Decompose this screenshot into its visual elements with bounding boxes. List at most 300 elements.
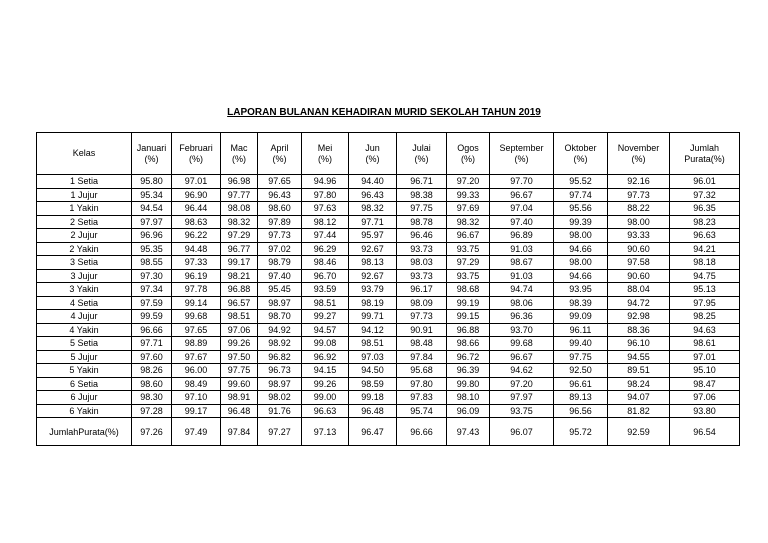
percent-cell: 98.24 — [608, 377, 670, 391]
class-name-cell: 2 Setia — [37, 215, 132, 229]
percent-cell: 96.70 — [302, 269, 349, 283]
percent-cell: 97.73 — [608, 188, 670, 202]
class-name-cell: 4 Yakin — [37, 323, 132, 337]
percent-cell: 97.58 — [608, 256, 670, 270]
percent-cell: 99.15 — [447, 310, 490, 324]
percent-cell: 98.47 — [670, 377, 740, 391]
percent-cell: 92.98 — [608, 310, 670, 324]
total-value-cell: 97.49 — [172, 418, 221, 446]
percent-cell: 98.30 — [132, 391, 172, 405]
table-row — [37, 323, 740, 337]
percent-cell: 96.92 — [302, 350, 349, 364]
total-value-cell: 97.84 — [221, 418, 258, 446]
percent-cell: 98.55 — [132, 256, 172, 270]
percent-cell: 93.75 — [447, 242, 490, 256]
column-header-text: Ogos — [457, 142, 479, 153]
column-header-text: (%) — [272, 153, 287, 164]
percent-cell: 98.09 — [397, 296, 447, 310]
percent-cell: 96.77 — [221, 242, 258, 256]
table-row — [37, 296, 740, 310]
percent-cell: 97.30 — [132, 269, 172, 283]
total-value-cell: 96.07 — [490, 418, 554, 446]
percent-cell: 97.75 — [221, 364, 258, 378]
percent-cell: 93.95 — [554, 283, 608, 297]
percent-cell: 98.68 — [447, 283, 490, 297]
percent-cell: 95.74 — [397, 404, 447, 418]
percent-cell: 98.39 — [554, 296, 608, 310]
percent-cell: 97.06 — [221, 323, 258, 337]
report-title — [0, 107, 768, 118]
percent-cell: 96.39 — [447, 364, 490, 378]
column-header-text: (%) — [318, 153, 332, 164]
percent-cell: 98.21 — [221, 269, 258, 283]
percent-cell: 95.35 — [132, 242, 172, 256]
table-row — [37, 283, 740, 297]
percent-cell: 98.89 — [172, 337, 221, 351]
column-header-text: (%) — [232, 153, 246, 164]
column-header — [608, 133, 670, 175]
percent-cell: 98.97 — [258, 296, 302, 310]
percent-cell: 97.75 — [397, 202, 447, 216]
column-header-text: (%) — [461, 153, 475, 164]
percent-cell: 96.72 — [447, 350, 490, 364]
class-name-cell: 3 Yakin — [37, 283, 132, 297]
class-name-cell: 6 Setia — [37, 377, 132, 391]
percent-cell: 97.73 — [397, 310, 447, 324]
total-label-cell: JumlahPurata(%) — [37, 418, 132, 446]
percent-cell: 95.56 — [554, 202, 608, 216]
total-row — [37, 418, 740, 446]
percent-cell: 88.22 — [608, 202, 670, 216]
percent-cell: 98.00 — [608, 215, 670, 229]
percent-cell: 96.57 — [221, 296, 258, 310]
percent-cell: 94.57 — [302, 323, 349, 337]
percent-cell: 96.89 — [490, 229, 554, 243]
column-header-text: Mac — [230, 142, 248, 153]
percent-cell: 96.46 — [397, 229, 447, 243]
column-header — [37, 133, 132, 175]
percent-cell: 93.75 — [490, 404, 554, 418]
percent-cell: 89.13 — [554, 391, 608, 405]
report-title-text: LAPORAN BULANAN KEHADIRAN MURID SEKOLAH TAHUN 2019 — [227, 107, 541, 118]
percent-cell: 90.60 — [608, 269, 670, 283]
percent-cell: 97.29 — [447, 256, 490, 270]
percent-cell: 97.04 — [490, 202, 554, 216]
table-row — [37, 364, 740, 378]
percent-cell: 97.63 — [302, 202, 349, 216]
percent-cell: 99.80 — [447, 377, 490, 391]
percent-cell: 94.07 — [608, 391, 670, 405]
column-header — [302, 133, 349, 175]
percent-cell: 81.82 — [608, 404, 670, 418]
percent-cell: 96.66 — [132, 323, 172, 337]
percent-cell: 93.79 — [349, 283, 397, 297]
table-row — [37, 175, 740, 189]
percent-cell: 96.90 — [172, 188, 221, 202]
percent-cell: 99.17 — [221, 256, 258, 270]
class-name-cell: 2 Jujur — [37, 229, 132, 243]
percent-cell: 94.62 — [490, 364, 554, 378]
percent-cell: 94.63 — [670, 323, 740, 337]
percent-cell: 98.32 — [349, 202, 397, 216]
percent-cell: 94.50 — [349, 364, 397, 378]
percent-cell: 97.65 — [172, 323, 221, 337]
column-header — [349, 133, 397, 175]
percent-cell: 96.48 — [349, 404, 397, 418]
column-header-text: Purata(%) — [684, 153, 725, 164]
percent-cell: 98.13 — [349, 256, 397, 270]
percent-cell: 95.52 — [554, 175, 608, 189]
percent-cell: 98.32 — [221, 215, 258, 229]
class-name-cell: 2 Yakin — [37, 242, 132, 256]
percent-cell: 99.40 — [554, 337, 608, 351]
percent-cell: 98.60 — [132, 377, 172, 391]
percent-cell: 94.15 — [302, 364, 349, 378]
percent-cell: 97.74 — [554, 188, 608, 202]
percent-cell: 98.10 — [447, 391, 490, 405]
percent-cell: 89.51 — [608, 364, 670, 378]
percent-cell: 96.67 — [490, 188, 554, 202]
percent-cell: 96.88 — [221, 283, 258, 297]
percent-cell: 98.23 — [670, 215, 740, 229]
column-header-text: Januari — [136, 142, 167, 153]
percent-cell: 97.65 — [258, 175, 302, 189]
percent-cell: 97.71 — [132, 337, 172, 351]
percent-cell: 98.66 — [447, 337, 490, 351]
percent-cell: 94.75 — [670, 269, 740, 283]
percent-cell: 94.40 — [349, 175, 397, 189]
percent-cell: 99.17 — [172, 404, 221, 418]
table-row — [37, 377, 740, 391]
percent-cell: 99.27 — [302, 310, 349, 324]
percent-cell: 97.59 — [132, 296, 172, 310]
percent-cell: 94.12 — [349, 323, 397, 337]
percent-cell: 95.13 — [670, 283, 740, 297]
table-row — [37, 202, 740, 216]
percent-cell: 97.01 — [172, 175, 221, 189]
percent-cell: 96.63 — [670, 229, 740, 243]
column-header-text: Kelas — [72, 148, 96, 158]
percent-cell: 98.51 — [302, 296, 349, 310]
percent-cell: 98.12 — [302, 215, 349, 229]
percent-cell: 96.17 — [397, 283, 447, 297]
class-name-cell: 4 Setia — [37, 296, 132, 310]
percent-cell: 90.91 — [397, 323, 447, 337]
percent-cell: 96.35 — [670, 202, 740, 216]
percent-cell: 93.59 — [302, 283, 349, 297]
percent-cell: 96.09 — [447, 404, 490, 418]
percent-cell: 97.97 — [132, 215, 172, 229]
percent-cell: 96.67 — [490, 350, 554, 364]
percent-cell: 94.66 — [554, 242, 608, 256]
percent-cell: 96.22 — [172, 229, 221, 243]
percent-cell: 97.29 — [221, 229, 258, 243]
percent-cell: 99.71 — [349, 310, 397, 324]
percent-cell: 94.72 — [608, 296, 670, 310]
column-header-text: September — [499, 142, 544, 153]
percent-cell: 91.76 — [258, 404, 302, 418]
percent-cell: 97.67 — [172, 350, 221, 364]
percent-cell: 96.29 — [302, 242, 349, 256]
percent-cell: 97.50 — [221, 350, 258, 364]
column-header-text: Jun — [365, 142, 380, 153]
percent-cell: 98.91 — [221, 391, 258, 405]
percent-cell: 93.75 — [447, 269, 490, 283]
percent-cell: 98.70 — [258, 310, 302, 324]
column-header-text: (%) — [631, 153, 646, 164]
percent-cell: 99.26 — [221, 337, 258, 351]
percent-cell: 92.67 — [349, 242, 397, 256]
percent-cell: 96.71 — [397, 175, 447, 189]
column-header — [490, 133, 554, 175]
percent-cell: 94.55 — [608, 350, 670, 364]
percent-cell: 96.98 — [221, 175, 258, 189]
percent-cell: 99.14 — [172, 296, 221, 310]
class-name-cell: 1 Yakin — [37, 202, 132, 216]
column-header-text: Oktober — [564, 142, 597, 153]
percent-cell: 99.18 — [349, 391, 397, 405]
percent-cell: 98.19 — [349, 296, 397, 310]
column-header-text: April — [270, 142, 289, 153]
class-name-cell: 6 Jujur — [37, 391, 132, 405]
percent-cell: 98.00 — [554, 229, 608, 243]
percent-cell: 97.10 — [172, 391, 221, 405]
total-value-cell: 97.13 — [302, 418, 349, 446]
column-header — [670, 133, 740, 175]
column-header — [132, 133, 172, 175]
table-row — [37, 256, 740, 270]
percent-cell: 99.39 — [554, 215, 608, 229]
column-header — [447, 133, 490, 175]
percent-cell: 99.68 — [172, 310, 221, 324]
percent-cell: 97.69 — [447, 202, 490, 216]
percent-cell: 94.54 — [132, 202, 172, 216]
percent-cell: 96.36 — [490, 310, 554, 324]
percent-cell: 99.00 — [302, 391, 349, 405]
percent-cell: 92.67 — [349, 269, 397, 283]
percent-cell: 97.40 — [258, 269, 302, 283]
percent-cell: 98.00 — [554, 256, 608, 270]
percent-cell: 92.50 — [554, 364, 608, 378]
percent-cell: 97.83 — [397, 391, 447, 405]
table-row — [37, 229, 740, 243]
percent-cell: 94.48 — [172, 242, 221, 256]
percent-cell: 99.26 — [302, 377, 349, 391]
percent-cell: 92.16 — [608, 175, 670, 189]
percent-cell: 98.79 — [258, 256, 302, 270]
percent-cell: 96.01 — [670, 175, 740, 189]
column-header — [258, 133, 302, 175]
table-row — [37, 269, 740, 283]
percent-cell: 90.60 — [608, 242, 670, 256]
percent-cell: 97.75 — [554, 350, 608, 364]
percent-cell: 97.97 — [490, 391, 554, 405]
column-header-text: (%) — [414, 153, 429, 164]
percent-cell: 97.06 — [670, 391, 740, 405]
percent-cell: 98.60 — [258, 202, 302, 216]
percent-cell: 96.00 — [172, 364, 221, 378]
column-header — [397, 133, 447, 175]
percent-cell: 97.28 — [132, 404, 172, 418]
table-row — [37, 215, 740, 229]
total-value-cell: 96.54 — [670, 418, 740, 446]
percent-cell: 97.32 — [670, 188, 740, 202]
table-row — [37, 391, 740, 405]
percent-cell: 98.03 — [397, 256, 447, 270]
percent-cell: 99.33 — [447, 188, 490, 202]
percent-cell: 97.20 — [490, 377, 554, 391]
percent-cell: 97.60 — [132, 350, 172, 364]
column-header-text: Februari — [179, 142, 213, 153]
column-header — [172, 133, 221, 175]
percent-cell: 98.18 — [670, 256, 740, 270]
total-value-cell: 96.47 — [349, 418, 397, 446]
percent-cell: 96.56 — [554, 404, 608, 418]
percent-cell: 98.08 — [221, 202, 258, 216]
percent-cell: 94.92 — [258, 323, 302, 337]
percent-cell: 99.08 — [302, 337, 349, 351]
percent-cell: 98.48 — [397, 337, 447, 351]
percent-cell: 96.82 — [258, 350, 302, 364]
percent-cell: 98.38 — [397, 188, 447, 202]
column-header-text: (%) — [189, 153, 203, 164]
percent-cell: 91.03 — [490, 269, 554, 283]
percent-cell: 97.02 — [258, 242, 302, 256]
column-header-text: November — [617, 142, 660, 153]
percent-cell: 98.46 — [302, 256, 349, 270]
percent-cell: 97.71 — [349, 215, 397, 229]
percent-cell: 96.67 — [447, 229, 490, 243]
percent-cell: 95.68 — [397, 364, 447, 378]
percent-cell: 96.61 — [554, 377, 608, 391]
percent-cell: 97.78 — [172, 283, 221, 297]
table-body — [37, 175, 740, 418]
column-header — [221, 133, 258, 175]
percent-cell: 98.26 — [132, 364, 172, 378]
percent-cell: 96.88 — [447, 323, 490, 337]
class-name-cell: 5 Yakin — [37, 364, 132, 378]
column-header-text: (%) — [514, 153, 529, 164]
percent-cell: 96.96 — [132, 229, 172, 243]
percent-cell: 98.32 — [447, 215, 490, 229]
percent-cell: 93.73 — [397, 269, 447, 283]
class-name-cell: 1 Jujur — [37, 188, 132, 202]
class-name-cell: 1 Setia — [37, 175, 132, 189]
percent-cell: 98.92 — [258, 337, 302, 351]
table-row — [37, 310, 740, 324]
percent-cell: 97.70 — [490, 175, 554, 189]
percent-cell: 97.33 — [172, 256, 221, 270]
percent-cell: 98.51 — [221, 310, 258, 324]
class-name-cell: 6 Yakin — [37, 404, 132, 418]
class-name-cell: 3 Setia — [37, 256, 132, 270]
percent-cell: 96.10 — [608, 337, 670, 351]
percent-cell: 99.09 — [554, 310, 608, 324]
percent-cell: 94.74 — [490, 283, 554, 297]
column-header-text: Mei — [317, 142, 333, 153]
percent-cell: 97.20 — [447, 175, 490, 189]
percent-cell: 97.34 — [132, 283, 172, 297]
total-value-cell: 97.27 — [258, 418, 302, 446]
percent-cell: 95.97 — [349, 229, 397, 243]
percent-cell: 94.66 — [554, 269, 608, 283]
percent-cell: 96.11 — [554, 323, 608, 337]
percent-cell: 96.63 — [302, 404, 349, 418]
percent-cell: 98.06 — [490, 296, 554, 310]
percent-cell: 98.51 — [349, 337, 397, 351]
percent-cell: 98.63 — [172, 215, 221, 229]
percent-cell: 97.89 — [258, 215, 302, 229]
percent-cell: 97.95 — [670, 296, 740, 310]
table-row — [37, 188, 740, 202]
percent-cell: 91.03 — [490, 242, 554, 256]
column-header-text: Jumlah — [689, 142, 719, 153]
percent-cell: 93.80 — [670, 404, 740, 418]
percent-cell: 98.67 — [490, 256, 554, 270]
total-value-cell: 97.26 — [132, 418, 172, 446]
percent-cell: 97.01 — [670, 350, 740, 364]
percent-cell: 97.03 — [349, 350, 397, 364]
header-row — [37, 133, 740, 175]
percent-cell: 98.61 — [670, 337, 740, 351]
percent-cell: 98.97 — [258, 377, 302, 391]
total-value-cell: 92.59 — [608, 418, 670, 446]
column-header-text: (%) — [365, 153, 380, 164]
table-row — [37, 242, 740, 256]
percent-cell: 95.45 — [258, 283, 302, 297]
column-header-text: (%) — [573, 153, 588, 164]
percent-cell: 98.78 — [397, 215, 447, 229]
percent-cell: 93.73 — [397, 242, 447, 256]
percent-cell: 97.73 — [258, 229, 302, 243]
percent-cell: 96.48 — [221, 404, 258, 418]
total-value-cell: 96.66 — [397, 418, 447, 446]
percent-cell: 98.59 — [349, 377, 397, 391]
table-row — [37, 350, 740, 364]
class-name-cell: 3 Jujur — [37, 269, 132, 283]
percent-cell: 93.70 — [490, 323, 554, 337]
percent-cell: 98.49 — [172, 377, 221, 391]
percent-cell: 99.60 — [221, 377, 258, 391]
percent-cell: 97.84 — [397, 350, 447, 364]
percent-cell: 99.19 — [447, 296, 490, 310]
column-header — [554, 133, 608, 175]
percent-cell: 94.96 — [302, 175, 349, 189]
percent-cell: 99.68 — [490, 337, 554, 351]
column-header-text: Julai — [412, 142, 431, 153]
percent-cell: 96.43 — [258, 188, 302, 202]
total-value-cell: 97.43 — [447, 418, 490, 446]
percent-cell: 97.44 — [302, 229, 349, 243]
percent-cell: 88.36 — [608, 323, 670, 337]
percent-cell: 98.25 — [670, 310, 740, 324]
percent-cell: 96.43 — [349, 188, 397, 202]
percent-cell: 96.44 — [172, 202, 221, 216]
class-name-cell: 5 Jujur — [37, 350, 132, 364]
column-header-text: (%) — [144, 153, 159, 164]
percent-cell: 95.80 — [132, 175, 172, 189]
class-name-cell: 4 Jujur — [37, 310, 132, 324]
total-value-cell: 95.72 — [554, 418, 608, 446]
percent-cell: 97.80 — [302, 188, 349, 202]
attendance-table — [36, 132, 740, 446]
percent-cell: 88.04 — [608, 283, 670, 297]
percent-cell: 97.80 — [397, 377, 447, 391]
percent-cell: 98.02 — [258, 391, 302, 405]
percent-cell: 93.33 — [608, 229, 670, 243]
percent-cell: 94.21 — [670, 242, 740, 256]
percent-cell: 97.40 — [490, 215, 554, 229]
